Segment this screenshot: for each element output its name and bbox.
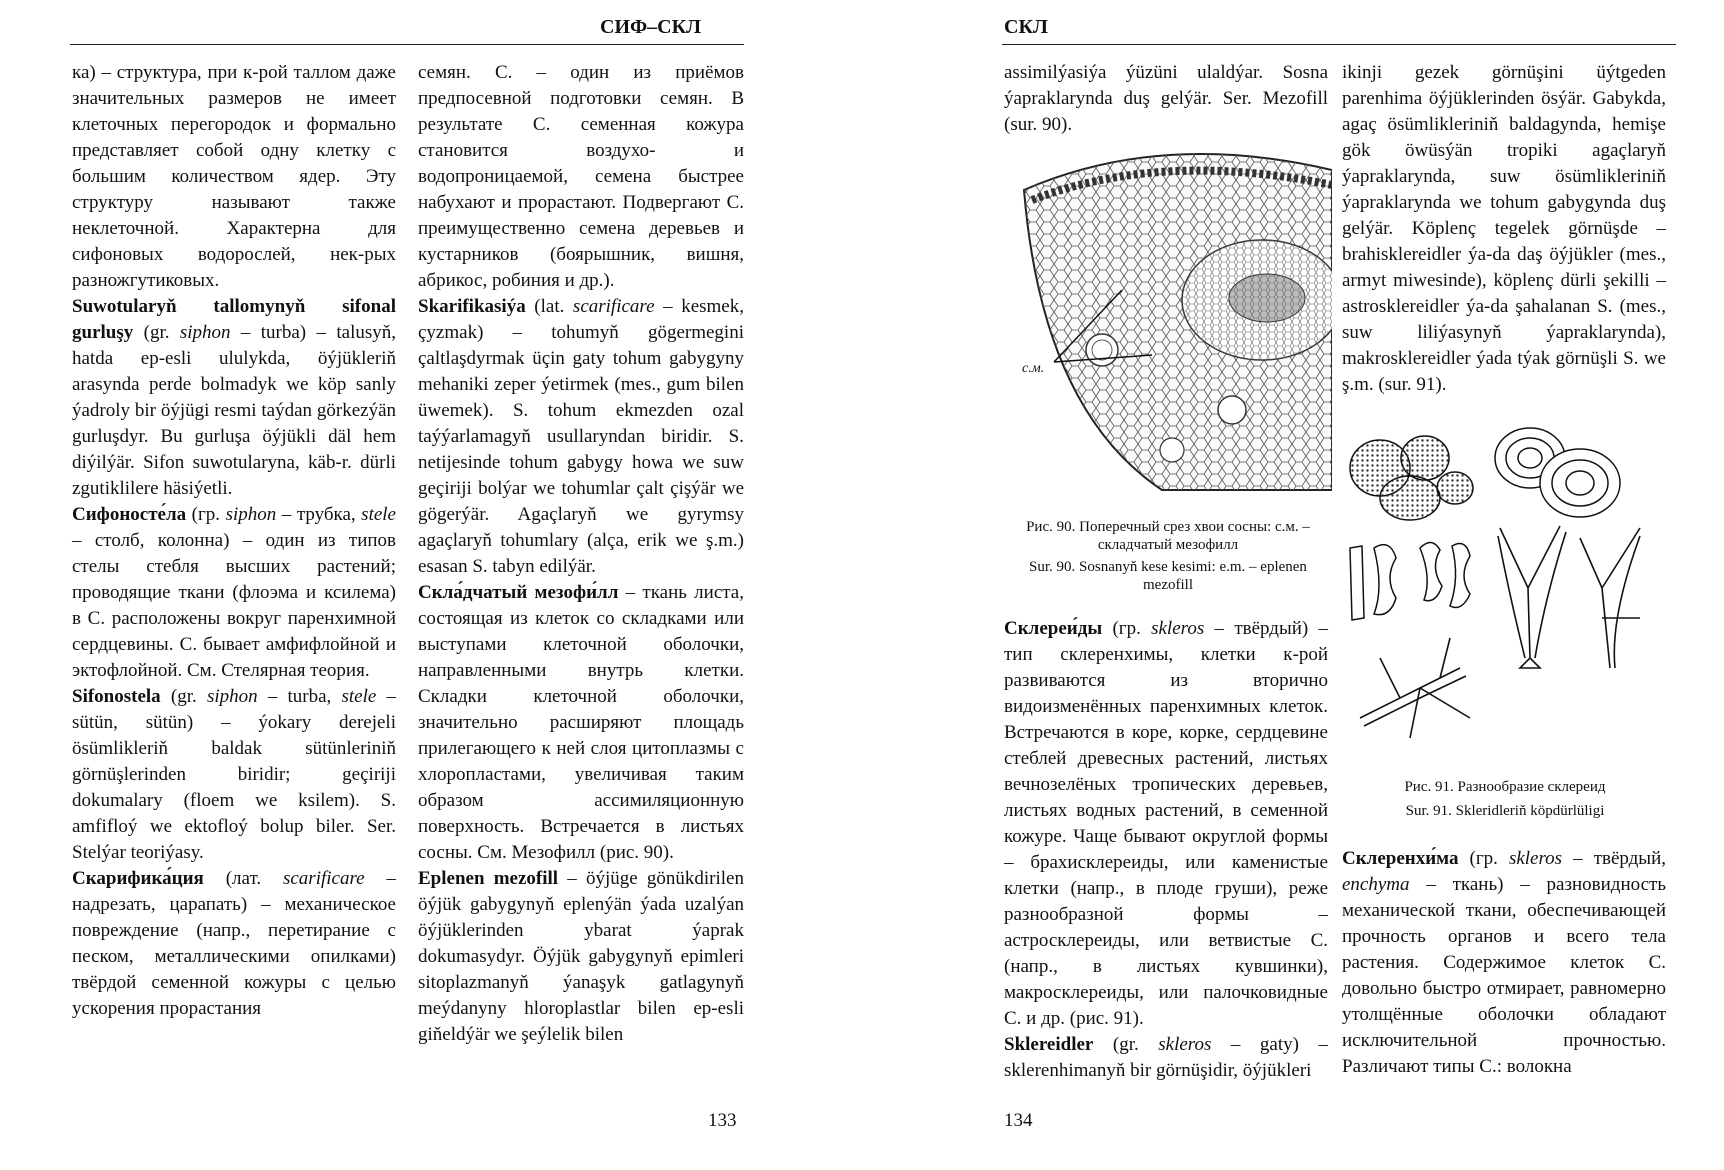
paragraph-text: – öýjüge gönükdirilen öýjük gabygynyň eplenýän ýada uzalýan öýjüklerinden ybarat ýaprak dokumasydyr. Öýjük gabygynyň epimleri sitoplazmanyň ýanaşyk gatlagynyň meýdanyny hloroplastlar bilen ep-esli giňeldýär we şeýlelik bilen bbox=[418, 868, 744, 1045]
latin-term: siphon bbox=[179, 322, 231, 343]
right-column-1-top bbox=[1004, 60, 1328, 138]
figure-91-caption-tk: Sur. 91. Skleridleriň köpdürlüligi bbox=[1405, 803, 1605, 819]
brachysclereids-cluster bbox=[1350, 436, 1473, 520]
paragraph-text: (gr. bbox=[160, 686, 207, 707]
paragraph-text: семян. С. – один из приёмов предпосевной подготовки семян. В результате С. семенная кожура становится воздухо- и водопроницаемой, семена быстрее набухают и прорастают. Подвергают С. преимущественно семена деревьев и кустарников (боярышник, вишня, абрикос, робиния и др.). bbox=[418, 62, 744, 291]
paragraph bbox=[1004, 60, 1328, 138]
term-heading: Suwotularyň tallomynyň sifonal gurluşy bbox=[72, 296, 396, 343]
paragraph-text: – надрезать, царапать) – механическое повреждение (напр., перетирание с песком, металлическими опилками) твёрдой семенной кожуры с целью ускорения прорастания bbox=[72, 868, 396, 1019]
latin-term: stele bbox=[361, 504, 396, 525]
paragraph-text: (gr. bbox=[1093, 1034, 1159, 1055]
header-rule-left bbox=[70, 44, 744, 45]
latin-term: scarificare bbox=[572, 296, 655, 317]
paragraph bbox=[1342, 60, 1666, 398]
paragraph-text: – kesmek, çyzmak) – tohumyň gögermegini çaltlaşdyrmak üçin gaty tohum gabygyny mehaniki zeper ýetirmek (mes., gum bilen üwemek). S. tohum ekmezden ozal taýýarlamagyň usullaryndan biridir. S. netijesinde tohum gabygy howa we suw geçiriji bolýar we tohumlar çalt çişýär we gögerýär. Agaçlaryň we gyrymsy agaçlaryň tohumlary (alça, erik we ş.m.) esasan S. tabyn edilýär. bbox=[418, 296, 744, 577]
paragraph-text: assimilýasiýa ýüzüni ulaldýar. Sosna ýapraklarynda duş gelýär. Ser. Mezofill (sur. 90). bbox=[1004, 62, 1328, 135]
paragraph-text: ikinji gezek görnüşini üýtgeden parenhima öýjüklerinden ösýär. Gabykda, agaç ösümlikleriniň baldagynda, hemişe gök öwüsýän tropiki agaçlaryň ýapraklarynda, suw ösümlikleriniň ýapraklarynda we tohum gabygynda duş gelýär. Köplenç tegelek görnüşde – brahisklereidler ýa-da daş öýjükler (mes., armyt miwesinde), köplenç dürli şekilli – astrosklereidler ýa-da şahalanan S. (mes., suw liliýasynyň ýapraklarynda), makrosklereidler ýada týak görnüşli S. we ş.m. (sur. 91). bbox=[1342, 62, 1666, 395]
paragraph-text: – turba) – talusyň, hatda ep-esli ululykda, öýjükleriň arasynda perde bolmadyk we köp sanly ýadroly bir öýjügi resmi taýdan görkezýän gurluşdyr. Bu gurluşa öýjükli däl hem diýilýär. Sifon suwotularyna, käb-r. dürli zgutiklilere häsiýetli. bbox=[72, 322, 396, 499]
right-page bbox=[862, 0, 1724, 1170]
paragraph-text: – turba, bbox=[257, 686, 342, 707]
figure-91-caption-ru: Рис. 91. Разнообразие склереид bbox=[1404, 779, 1606, 795]
paragraph-text: (lat. bbox=[525, 296, 573, 317]
term-heading: Eplenen mezofill bbox=[418, 868, 559, 889]
paragraph-text: – gaty) – sklerenhimanyň bir görnüşidir, öýjükleri bbox=[1004, 1034, 1328, 1081]
page-number-left: 133 bbox=[708, 1110, 737, 1131]
macrosclereids bbox=[1350, 542, 1470, 620]
term-heading: Sklereidler bbox=[1004, 1034, 1094, 1055]
paragraph-text: ка) – структура, при к-рой таллом даже значительных размеров не имеет клеточных перегородок и формально представляет собой одну клетку с большим количеством ядер. Эту структуру называют также неклеточной. Характерна для сифоновых водорослей, нек-рых разножгутиковых. bbox=[72, 62, 396, 291]
figure-91-sclereids bbox=[1340, 418, 1670, 758]
term-heading: Склеренхи́ма bbox=[1342, 848, 1459, 869]
latin-term: enchyma bbox=[1342, 874, 1410, 895]
term-heading: Скла́дчатый мезофи́лл bbox=[418, 582, 619, 603]
paragraph bbox=[72, 866, 396, 1022]
header-rule-right bbox=[1002, 44, 1676, 45]
paragraph bbox=[72, 60, 396, 294]
paragraph-text: – ткань листа, состоящая из клеток со складками или выступами клеточной оболочки, направленными внутрь клетки. Складки клеточной оболочки, значительно расширяют площадь прилегающего к ней слоя цитоплазмы с хлоропластами, увеличивая таким образом ассимиляционную поверхность. Встречается в листьях сосны. См. Мезофилл (рис. 90). bbox=[418, 582, 744, 863]
latin-term: scarificare bbox=[282, 868, 365, 889]
figure-90-label: с.м. bbox=[1022, 361, 1045, 376]
paragraph-text: (гр. bbox=[186, 504, 226, 525]
running-header-left: СИФ–СКЛ bbox=[600, 16, 702, 38]
paragraph-text: – твёрдый) – тип склеренхимы, клетки к-рой развиваются из вторично видоизменённых паренхимных клеток. Встречаются в коре, корке, сердцевине стеблей древесных растений, листьях вечнозелёных тропических деревьев, листьях водных растений, в семенной кожуре. Чаще бывают округлой формы – брахисклереиды, или каменистые клетки (напр., в плоде груши), реже разнообразной формы – астросклереиды, или ветвистые С. (напр., в листьях кувшинки), макросклереиды, или палочковидные С. и др. (рис. 91). bbox=[1004, 618, 1328, 1029]
paragraph-text: (лат. bbox=[203, 868, 283, 889]
paragraph bbox=[1004, 616, 1328, 1032]
right-column-2-bottom bbox=[1342, 846, 1666, 1080]
latin-term: skleros bbox=[1508, 848, 1563, 869]
figure-90-caption-tk: Sur. 90. Sosnanyň kese kesimi: e.m. – eplenen mezofill bbox=[1029, 559, 1307, 593]
latin-term: siphon bbox=[206, 686, 258, 707]
paragraph-text: – sütün, sütün) – ýokary derejeli ösümlikleriň baldak sütünleriniň görnüşlerinden biridir; geçiriji dokumalary (floem we ksilem). S. amfifloý we ektofloý bolup biler. Ser. Stelýar teoriýasy. bbox=[72, 686, 397, 863]
right-column-2-top bbox=[1342, 60, 1666, 398]
paragraph-text: (gr. bbox=[133, 322, 180, 343]
term-heading: Skarifikasiýa bbox=[418, 296, 526, 317]
left-column-1 bbox=[72, 60, 396, 1022]
latin-term: stele bbox=[341, 686, 377, 707]
paragraph bbox=[418, 580, 744, 866]
paragraph-text: (гр. bbox=[1458, 848, 1509, 869]
running-header-right: СКЛ bbox=[1004, 16, 1048, 38]
paragraph-text: – трубка, bbox=[276, 504, 362, 525]
paragraph bbox=[72, 502, 396, 684]
paragraph bbox=[418, 60, 744, 294]
figure-90-caption-ru: Рис. 90. Поперечный срез хвои сосны: с.м. – складчатый мезофилл bbox=[1026, 519, 1310, 553]
figure-90-pine-needle-section bbox=[1012, 150, 1332, 500]
right-column-1-bottom bbox=[1004, 616, 1328, 1084]
latin-term: skleros bbox=[1158, 1034, 1212, 1055]
paragraph bbox=[418, 294, 744, 580]
paragraph bbox=[72, 294, 396, 502]
paragraph-text: (гр. bbox=[1102, 618, 1152, 639]
paragraph bbox=[72, 684, 396, 866]
paragraph bbox=[1004, 1032, 1328, 1084]
paragraph bbox=[1342, 846, 1666, 1080]
term-heading: Sifonostela bbox=[72, 686, 161, 707]
latin-term: siphon bbox=[225, 504, 277, 525]
left-column-2 bbox=[418, 60, 744, 1048]
term-heading: Сифоносте́ла bbox=[72, 504, 187, 525]
page-number-right: 134 bbox=[1004, 1110, 1033, 1131]
latin-term: skleros bbox=[1151, 618, 1205, 639]
term-heading: Склереи́ды bbox=[1004, 618, 1103, 639]
term-heading: Скарифика́ция bbox=[72, 868, 204, 889]
paragraph-text: – столб, колонна) – один из типов стелы стебля высших растений; проводящие ткани (флоэма и ксилема) в С. расположены вокруг паренхимной сердцевины. С. бывает амфифлойной и эктофлойной. См. Стелярная теория. bbox=[72, 530, 396, 681]
paragraph-text: – твёрдый, bbox=[1562, 848, 1666, 869]
paragraph bbox=[418, 866, 744, 1048]
stone-cells bbox=[1495, 428, 1620, 517]
paragraph-text: – ткань) – разновидность механической ткани, обеспечивающей прочность органов и всего тела растения. Содержимое клеток С. довольно быстро отмирает, равномерно утолщённые оболочки обладают исключительной прочностью. Различают типы С.: волокна bbox=[1342, 874, 1666, 1077]
astrosclereids bbox=[1360, 526, 1640, 738]
